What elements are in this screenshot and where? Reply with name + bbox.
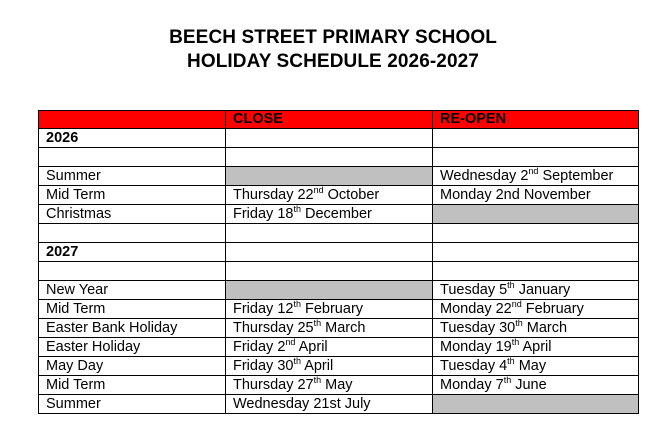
close-date-cell: Thursday 25th March (226, 319, 433, 338)
ordinal-suffix: th (511, 337, 520, 347)
term-cell: Christmas (39, 205, 226, 224)
ordinal-suffix: th (313, 318, 322, 328)
reopen-date-cell: Monday 7th June (433, 376, 639, 395)
reopen-date-cell: Wednesday 2nd September (433, 167, 639, 186)
table-row (39, 281, 639, 300)
ordinal-suffix: th (507, 356, 515, 366)
ordinal-suffix: th (515, 318, 523, 328)
term-cell (39, 148, 226, 167)
term-cell (39, 262, 226, 281)
ordinal-suffix: nd (511, 299, 522, 309)
header-close: CLOSE (226, 111, 433, 129)
close-date-cell: Wednesday 21st July (226, 395, 433, 414)
document-subtitle: HOLIDAY SCHEDULE 2026-2027 (187, 51, 479, 72)
table-row (39, 167, 639, 186)
reopen-date-cell (433, 395, 639, 414)
close-date-cell (226, 129, 433, 148)
close-date-cell: Thursday 22nd October (226, 186, 433, 205)
reopen-date-cell: Tuesday 5th January (433, 281, 639, 300)
schedule-table-body (39, 111, 639, 414)
close-date-cell: Thursday 27th May (226, 376, 433, 395)
reopen-date-cell: Monday 22nd February (433, 300, 639, 319)
holiday-schedule-table (38, 110, 639, 414)
header-term (39, 111, 226, 129)
term-cell: Mid Term (39, 186, 226, 205)
table-row (39, 357, 639, 376)
ordinal-suffix: nd (285, 337, 296, 347)
term-cell (39, 224, 226, 243)
reopen-date-cell (433, 205, 639, 224)
reopen-date-cell: Monday 2nd November (433, 186, 639, 205)
reopen-date-cell (433, 224, 639, 243)
year-label: 2026 (39, 129, 226, 148)
term-cell: Easter Bank Holiday (39, 319, 226, 338)
table-row (39, 224, 639, 243)
year-label: 2027 (39, 243, 226, 262)
table-row (39, 338, 639, 357)
close-date-cell (226, 243, 433, 262)
table-header-row (39, 111, 639, 129)
ordinal-suffix: nd (528, 166, 539, 176)
close-date-cell: Friday 18th December (226, 205, 433, 224)
ordinal-suffix: th (503, 375, 512, 385)
close-date-cell (226, 167, 433, 186)
table-row (39, 262, 639, 281)
year-row (39, 129, 639, 148)
close-date-cell: Friday 2nd April (226, 338, 433, 357)
table-row (39, 395, 639, 414)
table-row (39, 319, 639, 338)
table-row (39, 186, 639, 205)
table-row (39, 205, 639, 224)
ordinal-suffix: th (293, 204, 301, 214)
term-cell: New Year (39, 281, 226, 300)
table-row (39, 300, 639, 319)
document-title: BEECH STREET PRIMARY SCHOOL (169, 27, 497, 48)
term-cell: Mid Term (39, 300, 226, 319)
close-date-cell (226, 281, 433, 300)
table-row (39, 148, 639, 167)
header-reopen: RE-OPEN (433, 111, 639, 129)
reopen-date-cell: Monday 19th April (433, 338, 639, 357)
reopen-date-cell: Tuesday 4th May (433, 357, 639, 376)
ordinal-suffix: th (313, 375, 322, 385)
term-cell: May Day (39, 357, 226, 376)
ordinal-suffix: th (293, 299, 301, 309)
close-date-cell (226, 148, 433, 167)
reopen-date-cell: Tuesday 30th March (433, 319, 639, 338)
close-date-cell: Friday 30th April (226, 357, 433, 376)
close-date-cell: Friday 12th February (226, 300, 433, 319)
term-cell: Summer (39, 395, 226, 414)
year-row (39, 243, 639, 262)
term-cell: Easter Holiday (39, 338, 226, 357)
close-date-cell (226, 224, 433, 243)
term-cell: Mid Term (39, 376, 226, 395)
term-cell: Summer (39, 167, 226, 186)
close-date-cell (226, 262, 433, 281)
ordinal-suffix: nd (313, 185, 324, 195)
reopen-date-cell (433, 148, 639, 167)
reopen-date-cell (433, 262, 639, 281)
ordinal-suffix: th (293, 356, 301, 366)
ordinal-suffix: th (507, 280, 515, 290)
reopen-date-cell (433, 129, 639, 148)
reopen-date-cell (433, 243, 639, 262)
table-row (39, 376, 639, 395)
